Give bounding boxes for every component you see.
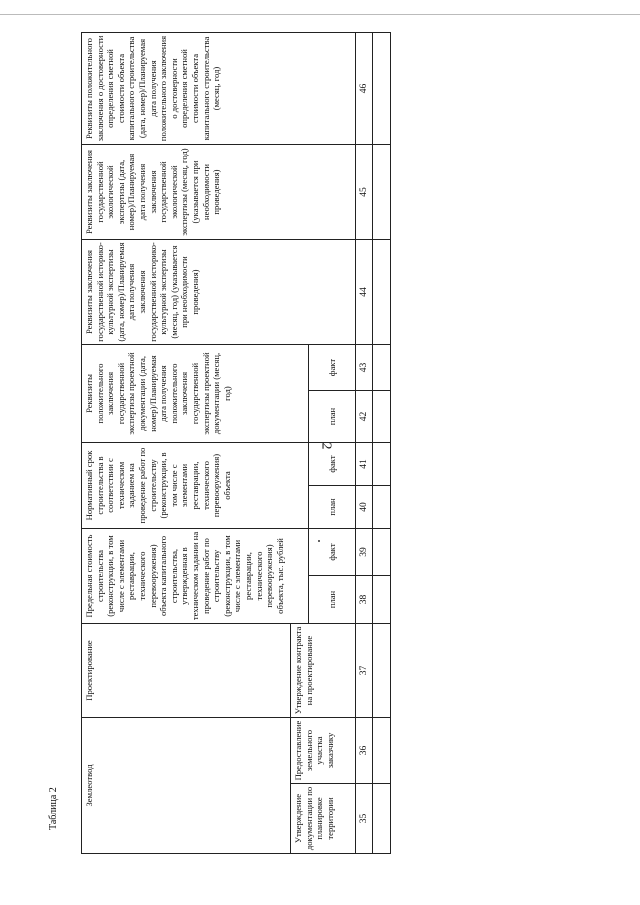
term-fact-label: факт: [308, 443, 355, 486]
header-expertise: Реквизиты положительного заключения государственной экспертизы проектной документации (дата, номер)/Планируемая дата получения положительного заключения государственной экспертизы проектной документации (месяц, год): [82, 345, 309, 443]
column-number: 40: [356, 486, 373, 529]
term-plan-label: план: [308, 486, 355, 529]
column-number: 42: [356, 391, 373, 443]
table-row-empty: [373, 33, 391, 854]
header-design-contract: Утверждение контракта на проектирование: [291, 624, 356, 718]
column-number: 41: [356, 443, 373, 486]
rotated-table-sheet: [81, 33, 391, 854]
table-cell: [373, 240, 391, 345]
column-number-row: [356, 33, 373, 854]
table-cell: [373, 391, 391, 443]
header-land: Землеотвод: [82, 718, 291, 854]
table-cell: [373, 145, 391, 240]
table-cell: [373, 486, 391, 529]
expertise-plan-label: план: [308, 391, 355, 443]
column-number: 39: [356, 529, 373, 576]
column-number: 37: [356, 624, 373, 718]
table-cell: [373, 33, 391, 145]
header-row-top: [82, 33, 291, 854]
data-table: [81, 32, 391, 854]
table-cell: [373, 718, 391, 784]
cost-fact-label: факт: [308, 529, 355, 576]
table-caption: Таблица 2: [48, 787, 59, 830]
header-cost: Предельная стоимость строительства (реконструкции, в том числе с элементами реставрации, технического перевооружения) объекта капитального строительства, утвержденная в техническом задании на проведение работ по строительству (реконструкции, в том числе с элементами реставрации, технического перевооружения) объекта, тыс. рублей: [82, 529, 309, 624]
header-ecological: Реквизиты заключения государственной экологической экспертизы (дата, номер)/Планируемая дата получения заключения государственной экологической экспертизы (месяц, год) (указывается при необходимости проведения): [82, 145, 356, 240]
column-number: 44: [356, 240, 373, 345]
column-number: 36: [356, 718, 373, 784]
table-cell: [373, 345, 391, 391]
header-design: Проектирование: [82, 624, 291, 718]
column-number: 46: [356, 33, 373, 145]
table-cell: [373, 576, 391, 624]
column-number: 43: [356, 345, 373, 391]
table-cell: [373, 443, 391, 486]
column-number: 35: [356, 784, 373, 854]
table-cell: [373, 624, 391, 718]
cost-plan-label: план: [308, 576, 355, 624]
column-number: 45: [356, 145, 373, 240]
header-cultural: Реквизиты заключения государственной историко-культурной экспертизы (дата, номер)/Планируемая дата получения заключения государственной историко-культурной экспертизы (месяц, год) (указывается при необходимости проведения): [82, 240, 356, 345]
column-number: 38: [356, 576, 373, 624]
page-number: 2: [318, 442, 334, 450]
table-cell: [373, 784, 391, 854]
header-land-provision: Предоставление земельного участка заказчику: [291, 718, 356, 784]
header-estimate: Реквизиты положительного заключения о достоверности определения сметной стоимости объекта капитального строительства (дата, номер)/Планируемая дата получения положительного заключения о достоверности определения сметной стоимости объекта капитального строительства (месяц, год): [82, 33, 356, 145]
expertise-fact-label: факт: [308, 345, 355, 391]
header-term: Нормативный срок строительства в соответствии с техническим заданием на проведение работ по строительству (реконструкции, в том числе с элементами реставрации, технического перевооружения) объекта: [82, 443, 309, 529]
table-cell: [373, 529, 391, 576]
header-land-planning: Утверждение документации по планировке территории: [291, 784, 356, 854]
